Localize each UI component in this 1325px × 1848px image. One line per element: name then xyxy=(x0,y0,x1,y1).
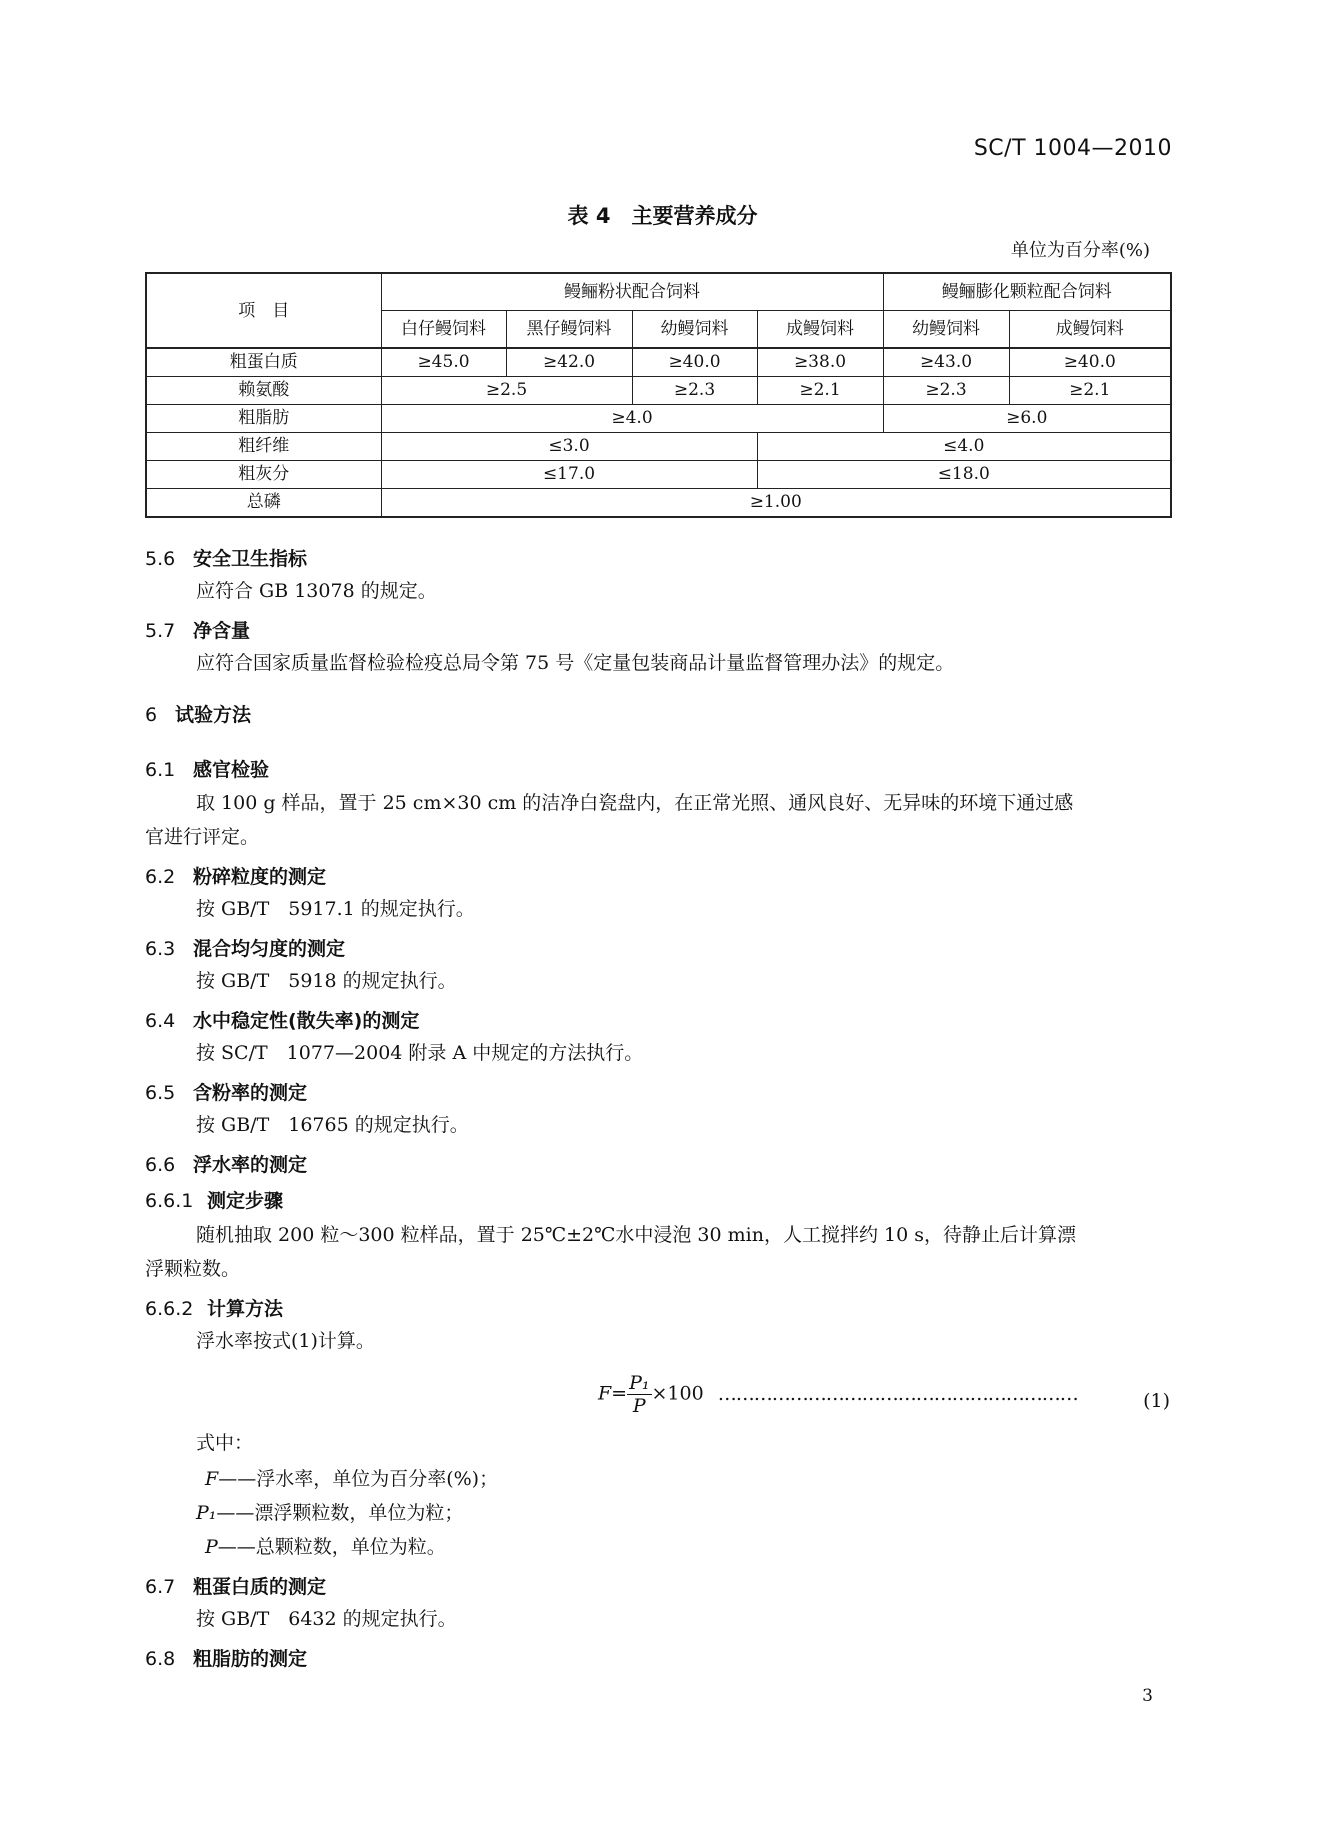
section-text: 按 GB/T 5918 的规定执行。 xyxy=(196,970,457,992)
row-label: 粗脂肪 xyxy=(146,405,381,433)
group-powder-header: 鳗鲡粉状配合饲料 xyxy=(381,273,883,311)
table-row xyxy=(146,489,1171,518)
table-unit: 单位为百分率(%) xyxy=(1010,240,1150,261)
definition: P₁——漂浮颗粒数，单位为粒； xyxy=(196,1502,464,1524)
section-text: 官进行评定。 xyxy=(145,826,260,848)
chapter-heading: 6 试验方法 xyxy=(145,704,252,726)
table-row xyxy=(146,405,1171,433)
cell: ≥2.5 xyxy=(381,377,632,405)
row-label: 粗灰分 xyxy=(146,461,381,489)
definition: F——浮水率，单位为百分率(%)； xyxy=(205,1468,499,1490)
section-heading: 6.1 感官检验 xyxy=(145,759,270,781)
section-heading: 6.6 浮水率的测定 xyxy=(145,1154,308,1176)
group-pellet-header: 鳗鲡膨化颗粒配合饲料 xyxy=(883,273,1171,311)
section-text: 按 GB/T 16765 的规定执行。 xyxy=(196,1114,469,1136)
where-label: 式中： xyxy=(196,1432,254,1454)
cell: ≤18.0 xyxy=(757,461,1171,489)
section-text: 应符合 GB 13078 的规定。 xyxy=(196,580,437,602)
section-text: 浮颗粒数。 xyxy=(145,1258,241,1280)
cell: ≥4.0 xyxy=(381,405,883,433)
section-heading: 6.6.1 测定步骤 xyxy=(145,1190,284,1212)
cell: ≤4.0 xyxy=(757,433,1171,461)
section-text: 按 SC/T 1077—2004 附录 A 中规定的方法执行。 xyxy=(196,1042,644,1064)
cell: ≥2.3 xyxy=(632,377,757,405)
section-heading: 5.6 安全卫生指标 xyxy=(145,548,308,570)
sub-header: 幼鳗饲料 xyxy=(632,311,757,349)
sub-header: 黑仔鳗饲料 xyxy=(506,311,632,349)
row-label: 粗纤维 xyxy=(146,433,381,461)
cell: ≤17.0 xyxy=(381,461,757,489)
col-item-header: 项 目 xyxy=(146,273,381,348)
formula-lhs: F= xyxy=(598,1382,628,1405)
page-number: 3 xyxy=(1142,1686,1153,1706)
section-text: 按 GB/T 5917.1 的规定执行。 xyxy=(196,898,475,920)
section-text: 按 GB/T 6432 的规定执行。 xyxy=(196,1608,457,1630)
sub-header: 幼鳗饲料 xyxy=(883,311,1009,349)
section-text: 随机抽取 200 粒～300 粒样品，置于 25℃±2℃水中浸泡 30 min，人工搅拌约 10 s，待静止后计算漂 xyxy=(196,1224,1076,1246)
cell: ≥40.0 xyxy=(632,348,757,377)
formula-1 xyxy=(598,1372,1170,1432)
cell: ≥40.0 xyxy=(1009,348,1171,377)
table-row xyxy=(146,461,1171,489)
table-row xyxy=(146,433,1171,461)
cell: ≥2.1 xyxy=(1009,377,1171,405)
cell: ≥1.00 xyxy=(381,489,1171,518)
section-heading: 6.7 粗蛋白质的测定 xyxy=(145,1576,327,1598)
sub-header: 白仔鳗饲料 xyxy=(381,311,506,349)
sub-header: 成鳗饲料 xyxy=(757,311,883,349)
cell: ≤3.0 xyxy=(381,433,757,461)
section-heading: 6.2 粉碎粒度的测定 xyxy=(145,866,327,888)
formula-rhs: ×100 xyxy=(651,1382,704,1405)
section-heading: 6.3 混合均匀度的测定 xyxy=(145,938,346,960)
formula-dots: …………………………………………………… xyxy=(717,1382,1078,1405)
cell: ≥43.0 xyxy=(883,348,1009,377)
section-heading: 6.8 粗脂肪的测定 xyxy=(145,1648,308,1670)
table-row xyxy=(146,348,1171,377)
cell: ≥42.0 xyxy=(506,348,632,377)
doc-number: SC/T 1004—2010 xyxy=(973,136,1172,161)
section-heading: 5.7 净含量 xyxy=(145,620,251,642)
row-label: 粗蛋白质 xyxy=(146,348,381,377)
table-row xyxy=(146,377,1171,405)
section-text: 取 100 g 样品，置于 25 cm×30 cm 的洁净白瓷盘内，在正常光照、通风良好、无异味的环境下通过感 xyxy=(196,792,1074,814)
cell: ≥45.0 xyxy=(381,348,506,377)
section-heading: 6.5 含粉率的测定 xyxy=(145,1082,308,1104)
section-heading: 6.6.2 计算方法 xyxy=(145,1298,284,1320)
nutrition-table xyxy=(145,272,1172,518)
table-title: 表 4 主要营养成分 xyxy=(567,204,758,228)
cell: ≥38.0 xyxy=(757,348,883,377)
cell: ≥2.1 xyxy=(757,377,883,405)
section-heading: 6.4 水中稳定性(散失率)的测定 xyxy=(145,1010,420,1032)
section-text: 应符合国家质量监督检验检疫总局令第 75 号《定量包装商品计量监督管理办法》的规定。 xyxy=(196,652,955,674)
row-label: 赖氨酸 xyxy=(146,377,381,405)
sub-header: 成鳗饲料 xyxy=(1009,311,1171,349)
cell: ≥6.0 xyxy=(883,405,1171,433)
formula-fraction: $\frac{\text{P₁}}{P}$ xyxy=(629,1372,650,1417)
definition: P——总颗粒数，单位为粒。 xyxy=(205,1536,446,1558)
cell: ≥2.3 xyxy=(883,377,1009,405)
row-label: 总磷 xyxy=(146,489,381,518)
formula-tag: (1) xyxy=(1143,1390,1170,1412)
section-text: 浮水率按式(1)计算。 xyxy=(196,1330,375,1352)
